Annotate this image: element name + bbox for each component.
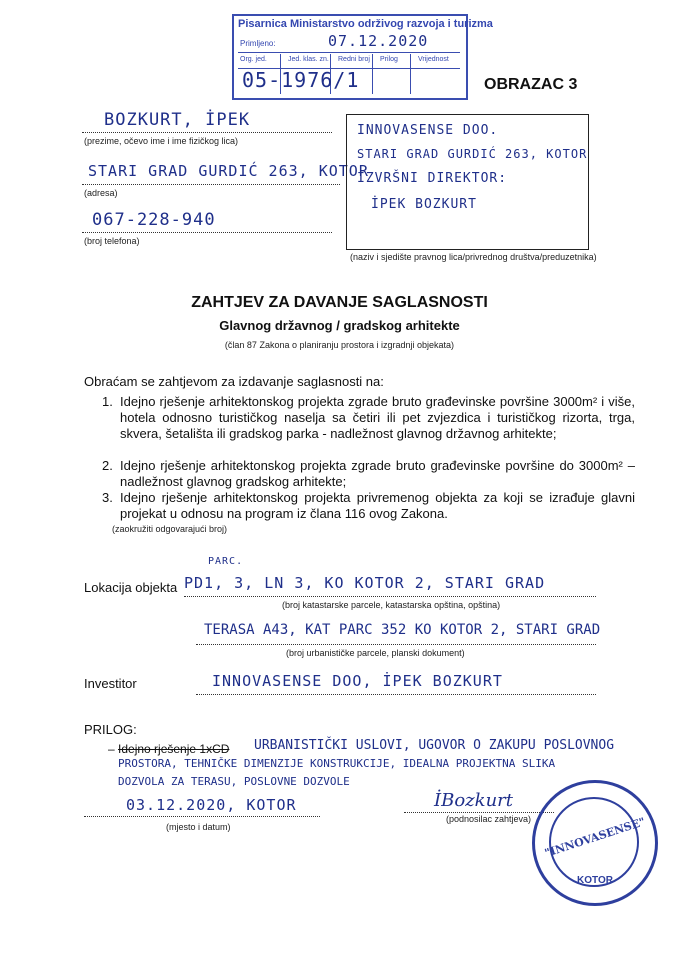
applicant-address: STARI GRAD GURDIĆ 263, KOTOR — [88, 162, 369, 180]
signature: İBozkurt — [434, 790, 513, 811]
applicant-name-caption: (prezime, očevo ime i ime fizičkog lica) — [84, 136, 239, 146]
circle-note: (zaokružiti odgovarajući broj) — [112, 524, 228, 534]
stamp-title: Pisarnica Ministarstvo održivog razvoja i turizma — [238, 18, 493, 30]
location-cadastral-caption: (broj katastarske parcele, katastarska opština, opština) — [282, 600, 501, 610]
stamp-col-class: Jed. klas. zn. — [288, 56, 329, 63]
applicant-name: BOZKURT, İPEK — [104, 110, 251, 130]
legal-reference: (član 87 Zakona o planiranju prostora i izgradnji objekata) — [224, 340, 455, 350]
date-place-caption: (mjesto i datum) — [166, 822, 231, 832]
attachment-hand-line-2: PROSTORA, TEHNIČKE DIMENZIJE KONSTRUKCIJE, IDEALNA PROJEKTNA SLIKA — [118, 757, 556, 770]
option-3[interactable] — [102, 490, 635, 522]
option-3-text: Idejno rješenje arhitektonskog projekta privremenog objekta za koji se izrađuje glavni projekat u odnosu na program iz člana 116 ovog Zakona. — [120, 490, 635, 521]
stamp-col-ordinal: Redni broj — [338, 56, 370, 63]
option-2-text: Idejno rješenje arhitektonskog projekta zgrade bruto građevinske površine do 3000m² – nadležnost glavnog gradskog arhitekte; — [120, 458, 635, 489]
option-1-text: Idejno rješenje arhitektonskog projekta zgrade bruto građevinske površine 3000m² i više, hotela odnosno turističkog naselja sa četiri ili pet zvjezdica i turističkog rizorta, trga, skvera, šetališta ili gradskog parka - nadležnost glavnog državnog arhitekte; — [120, 394, 635, 441]
attachment-printed-item: – Idejno rješenje 1xCD — [108, 742, 230, 756]
stamp-col-org: Org. jed. — [240, 56, 267, 63]
registration-stamp — [232, 14, 493, 100]
form-title: OBRAZAC 3 — [484, 76, 578, 93]
entity-caption: (naziv i sjedište pravnog lica/privrednog društva/preduzetnika) — [350, 252, 597, 262]
stamp-col-attachment: Prilog — [380, 56, 398, 63]
option-2[interactable] — [102, 458, 635, 490]
signer-caption: (podnosilac zahtjeva) — [446, 814, 532, 824]
location-urban-caption: (broj urbanističke parcele, planski dokument) — [286, 648, 465, 658]
attachment-printed-item-text: Idejno rješenje 1xCD — [118, 742, 230, 756]
legal-entity-box — [346, 114, 589, 250]
applicant-phone: 067-228-940 — [92, 210, 216, 230]
stamp-received-row — [238, 32, 460, 53]
location-superscript: PARC. — [208, 556, 244, 567]
applicant-phone-caption: (broj telefona) — [84, 236, 140, 246]
investor-value: INNOVASENSE DOO, İPEK BOZKURT — [212, 672, 503, 690]
stamp-col-value: Vrijednost — [418, 56, 449, 63]
stamp-header-cells — [238, 54, 460, 69]
document-title: ZAHTJEV ZA DAVANJE SAGLASNOSTI — [191, 294, 488, 311]
company-seal — [532, 780, 658, 906]
option-1[interactable] — [102, 394, 635, 442]
stamp-received-date: 07.12.2020 — [328, 32, 429, 50]
entity-line-1: INNOVASENSE DOO. — [357, 123, 499, 138]
applicant-address-caption: (adresa) — [84, 188, 118, 198]
location-label: Lokacija objekta — [84, 580, 178, 595]
seal-place: KOTOR — [577, 875, 613, 886]
attachment-hand-line-3: DOZVOLA ZA TERASU, POSLOVNE DOZVOLE — [118, 775, 350, 788]
attachment-label: PRILOG: — [84, 722, 137, 737]
seal-name: "INNOVASENSE" — [543, 815, 647, 860]
entity-line-3: IZVRŠNI DIREKTOR: — [357, 171, 508, 186]
stamp-received-label: Primljeno: — [240, 39, 276, 48]
location-cadastral-value: PD1, 3, LN 3, KO KOTOR 2, STARI GRAD — [184, 574, 546, 592]
investor-label: Investitor — [84, 676, 137, 691]
option-2-number: 2. — [102, 458, 113, 473]
entity-line-2: STARI GRAD GURDIĆ 263, KOTOR — [357, 147, 588, 161]
option-3-number: 3. — [102, 490, 113, 505]
request-intro: Obraćam se zahtjevom za izdavanje saglasnosti na: — [84, 374, 384, 389]
option-1-number: 1. — [102, 394, 113, 409]
entity-line-4: İPEK BOZKURT — [371, 197, 477, 212]
stamp-registry-number: 05-1976/1 — [242, 68, 360, 92]
document-subtitle: Glavnog državnog / gradskog arhitekte — [219, 318, 460, 333]
date-place-value: 03.12.2020, KOTOR — [126, 796, 297, 814]
attachment-hand-line-1: URBANISTIČKI USLOVI, UGOVOR O ZAKUPU POSLOVNOG — [254, 738, 615, 753]
location-urban-value: TERASA A43, KAT PARC 352 KO KOTOR 2, STARI GRAD — [204, 622, 601, 638]
